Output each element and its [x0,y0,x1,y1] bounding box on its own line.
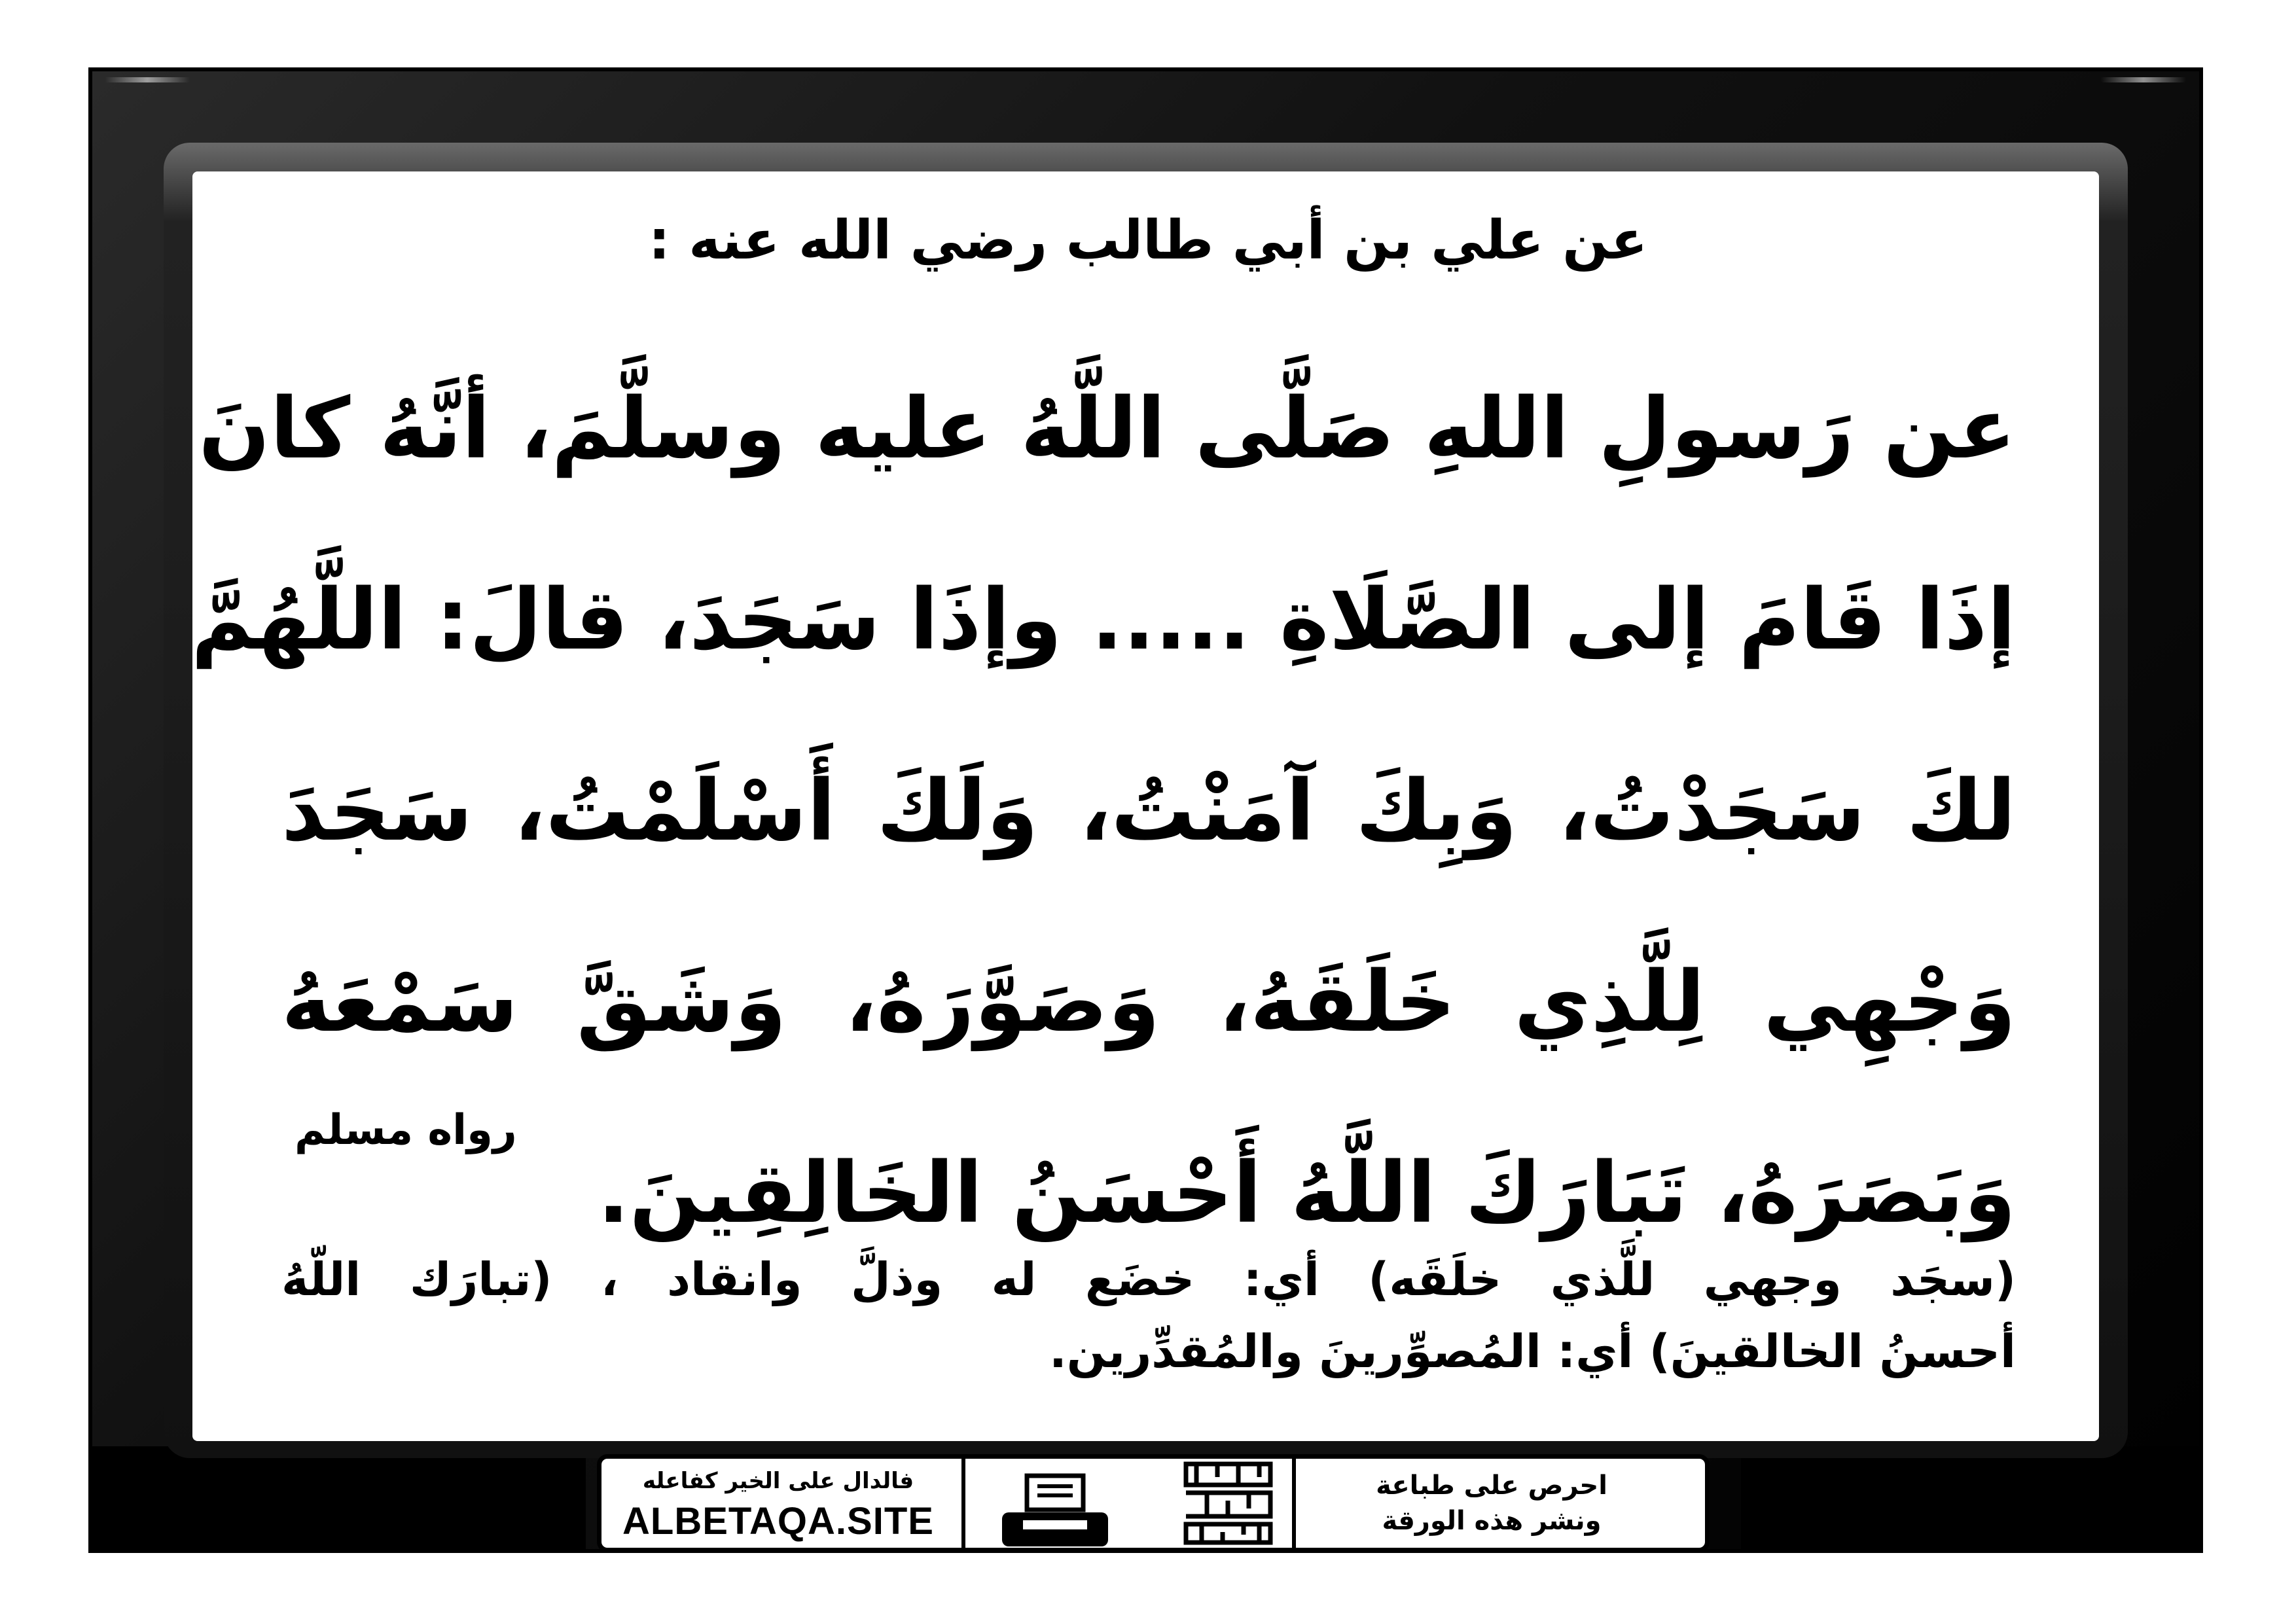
explanation-line: (سجَد وجهي للَّذي خلَقَه) أي: خضَع له وذلَّ وانقاد ، (تبارَك اللّهُ [281,1253,2016,1306]
hadith-line: إذَا قَامَ إلى الصَّلَاةِ ..... وإذَا سَجَدَ، قالَ: اللَّهُمَّ [191,571,2016,669]
frame-glint [105,77,190,82]
footer-banner [597,1454,1710,1552]
hadith-source: رواه مسلم [295,1106,517,1154]
footer-site-block [615,1464,942,1549]
footer-notice-line: ونشر هذه الورقة [1382,1506,1602,1536]
footer-tagline: فالدال على الخير كفاعله [642,1468,914,1494]
footer-divider [961,1459,965,1548]
kufic-logo-icon [1181,1459,1276,1548]
frame-bottom-left-segment [88,1446,586,1553]
hadith-line: وَجْهِي لِلَّذِي خَلَقَهُ، وَصَوَّرَهُ، وَشَقَّ سَمْعَهُ [281,954,2016,1051]
hadith-text [191,334,2016,1289]
hadith-line: وَبَصَرَهُ، تَبَارَكَ اللَّهُ أَحْسَنُ الخَالِقِينَ. [597,1145,2016,1242]
printer-icon [999,1473,1111,1548]
explanation-text [281,1243,2016,1387]
hadith-line: لكَ سَجَدْتُ، وَبِكَ آمَنْتُ، وَلَكَ أَسْلَمْتُ، سَجَدَ [281,762,2016,860]
footer-notice [1308,1468,1675,1546]
footer-divider [1292,1459,1296,1548]
footer-notice-line: احرص على طباعة [1376,1471,1607,1501]
frame-glint [2101,77,2186,82]
explanation-line: أحسنُ الخالقينَ) أي: المُصوِّرينَ والمُقدِّرين. [1049,1325,2016,1378]
frame-bottom-right-segment [1741,1446,2203,1553]
footer-site-link[interactable]: ALBETAQA.SITE [622,1500,934,1543]
narrator-heading: عن علي بن أبي طالب رضي الله عنه : [648,209,1648,272]
hadith-line: عن رَسولِ اللهِ صَلَّى اللَّهُ عليه وسلَّمَ، أنَّهُ كانَ [198,380,2016,478]
